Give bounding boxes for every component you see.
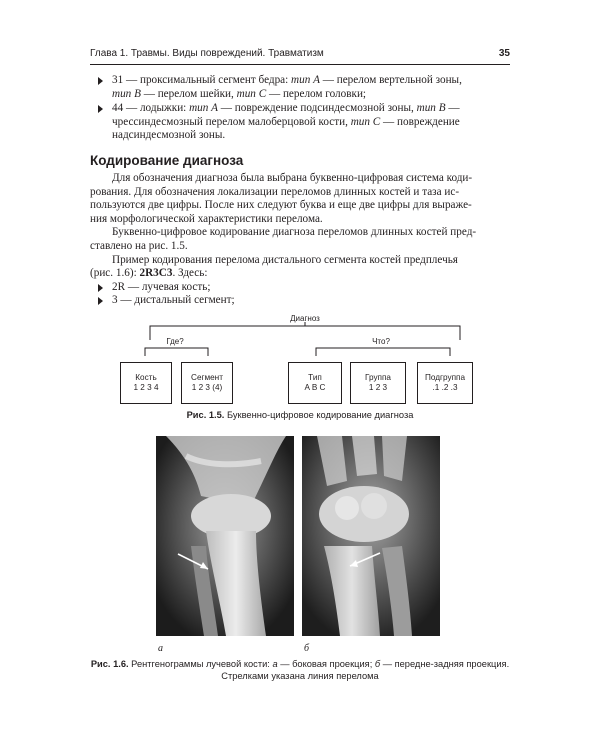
text-line: рования. Для обозначения локализации переломов длинных костей и таза ис- (90, 185, 460, 198)
list-item: 2R — лучевая кость; (90, 281, 510, 295)
panel-label-a: а (158, 643, 163, 654)
diagram-box-type: Тип A B C (288, 362, 342, 404)
list-item (90, 102, 510, 143)
diagram-what-label: Что? (366, 337, 396, 346)
text-line: тип В — перелом шейки, тип С — перелом головки; (112, 87, 367, 100)
figure-1-5-caption: Рис. 1.5. Буквенно-цифровое кодирование диагноза (186, 410, 414, 420)
bullet-list-top (90, 74, 510, 144)
diagnosis-code: 2R3C3 (139, 267, 173, 280)
diagram-box-group: Группа 1 2 3 (350, 362, 406, 404)
list-item: 3 — дистальный сегмент; (90, 294, 510, 308)
text-line: Для обозначения диагноза была выбрана буквенно-цифровая система коди- (112, 172, 473, 184)
xray-ap-image (302, 436, 440, 636)
page-number: 35 (498, 48, 510, 59)
text-line: ставлено на рис. 1.5. (90, 239, 188, 252)
text-line: ния морфологической характеристики перелома. (90, 212, 323, 225)
diagram-root-label: Диагноз (290, 314, 320, 323)
list-item (90, 74, 510, 101)
bullet-triangle-icon (98, 297, 103, 305)
bullet-triangle-icon (98, 105, 103, 113)
xray-lateral-image (156, 436, 294, 636)
text-line: Пример кодирования перелома дистального сегмента костей предплечья (112, 253, 458, 266)
diagram-where-label: Где? (160, 337, 190, 346)
running-header (90, 48, 510, 64)
coding-diagram (90, 312, 510, 407)
bullet-triangle-icon (98, 284, 103, 292)
panel-label-b: б (304, 643, 310, 654)
diagram-box-bone: Кость 1 2 3 4 (120, 362, 172, 404)
text-line: чрессиндесмозный перелом малоберцовой кости, тип С — повреждение (112, 115, 460, 128)
text-line: Буквенно-цифровое кодирование диагноза переломов длинных костей пред- (112, 226, 477, 239)
chapter-title: Глава 1. Травмы. Виды повреждений. Травматизм (90, 48, 324, 59)
figure-1-6-caption: Рис. 1.6. Рентгенограммы лучевой кости: а — боковая проекция; б — передне-задняя проекция. Стрелками указана линия перелома (90, 659, 510, 681)
section-title: Кодирование диагноза (90, 153, 244, 168)
text-line: 44 — лодыжки: тип А — повреждение подсиндесмозной зоны, тип В — (112, 102, 460, 115)
text-line: пользуются две цифры. После них следуют буква и еще две цифры для выраже- (90, 199, 472, 212)
body-text (90, 172, 510, 308)
bullet-triangle-icon (98, 77, 103, 85)
text-line: 31 — проксимальный сегмент бедра: тип А — перелом вертельной зоны, (112, 74, 462, 86)
text-line: (рис. 1.6): 2R3C3. Здесь: (90, 267, 208, 280)
text-line: надсиндесмозной зоны. (112, 129, 226, 142)
header-rule (90, 64, 510, 65)
diagram-box-segment: Сегмент 1 2 3 (4) (181, 362, 233, 404)
diagram-box-subgroup: Подгруппа .1 .2 .3 (417, 362, 473, 404)
